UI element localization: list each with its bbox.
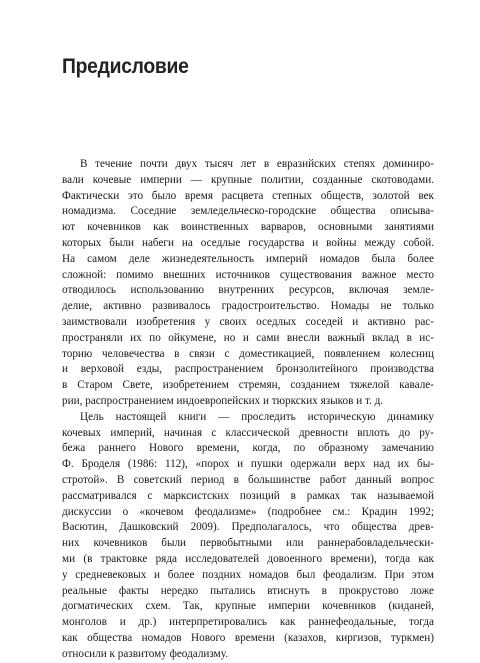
text-line: ми (в трактовке ряда исследователей довоенного времени), тогда как <box>62 552 434 565</box>
text-line: реальные факты нередко пытались втиснуть в прокрустово ложе <box>62 584 434 597</box>
text-line: номадизма. Соседние земледельческо-городские общества описыва- <box>62 205 434 218</box>
text-line: заимствовали изобретения у своих оседлых соседей и активно рас- <box>62 315 434 328</box>
text-line: которых были набеги на оседлые государства и войны между собой. <box>62 236 434 249</box>
text-line: ют кочевников как воинственных варваров, основными занятиями <box>62 221 434 234</box>
text-line: у средневековых и более поздних номадов был феодализм. При этом <box>62 568 434 581</box>
chapter-heading: Предисловие <box>62 55 189 78</box>
text-line: дискуссии о «кочевом феодализме» (подробнее см.: Крадин 1992; <box>62 505 434 518</box>
text-line: вали кочевые империи — крупные политии, созданные скотоводами. <box>62 173 434 186</box>
text-line: пространяли их по ойкумене, но и сами внесли важный вклад в ис- <box>62 331 434 344</box>
text-line: стротой». В советский период в большинстве работ данный вопрос <box>62 473 434 486</box>
text-line: Цель настоящей книги — проследить историческую динамику <box>80 410 434 423</box>
text-line: делие, активно развивалось градостроительство. Номады не только <box>62 300 434 313</box>
text-line: них кочевников были первобытными или раннерабовладельчески- <box>62 537 434 550</box>
text-line: Фактически это было время расцвета степных обществ, золотой век <box>62 189 434 202</box>
text-line: бежа раннего Нового времени, когда, по образному замечанию <box>62 442 434 455</box>
text-line: торию человечества в связи с доместикацией, появлением колесниц <box>62 347 434 360</box>
paragraph-2 <box>62 410 434 663</box>
text-line: рассматривался с марксистских позиций в рамках так называемой <box>62 489 434 502</box>
text-line: сложной: помимо внешних источников существования важное место <box>62 268 434 281</box>
text-line: монголов и др.) интерпретировались как раннефеодальные, тогда <box>62 616 434 629</box>
text-line: догматических схем. Так, крупные империи кочевников (киданей, <box>62 600 434 613</box>
text-line: кочевых империй, начиная с классической древности вплоть до ру- <box>62 426 434 439</box>
text-line: относили к развитому феодализму. <box>62 647 229 660</box>
text-line: Ф. Броделя (1986: 112), «порох и пушки одержали верх над их бы- <box>62 458 434 471</box>
body-text <box>62 157 434 663</box>
text-line: Васютин, Дашковский 2009). Предполагалось, что общества древ- <box>62 521 434 534</box>
text-line: в Старом Свете, изобретением стремян, созданием тяжелой кавале- <box>62 379 434 392</box>
text-line: В течение почти двух тысяч лет в евразийских степях доминиро- <box>80 158 434 170</box>
paragraph-1 <box>62 157 434 410</box>
text-line: На самом деле жизнедеятельность империй номадов была более <box>62 252 434 265</box>
text-line: рии, распространением индоевропейских и тюркских языков и т. д. <box>62 394 384 407</box>
text-line: отводилось использованию внутренних ресурсов, включая земле- <box>62 284 434 297</box>
text-line: и верховой езды, распространением бронзолитейного производства <box>62 363 434 376</box>
text-line: как общества номадов Нового времени (казахов, киргизов, туркмен) <box>62 631 434 644</box>
